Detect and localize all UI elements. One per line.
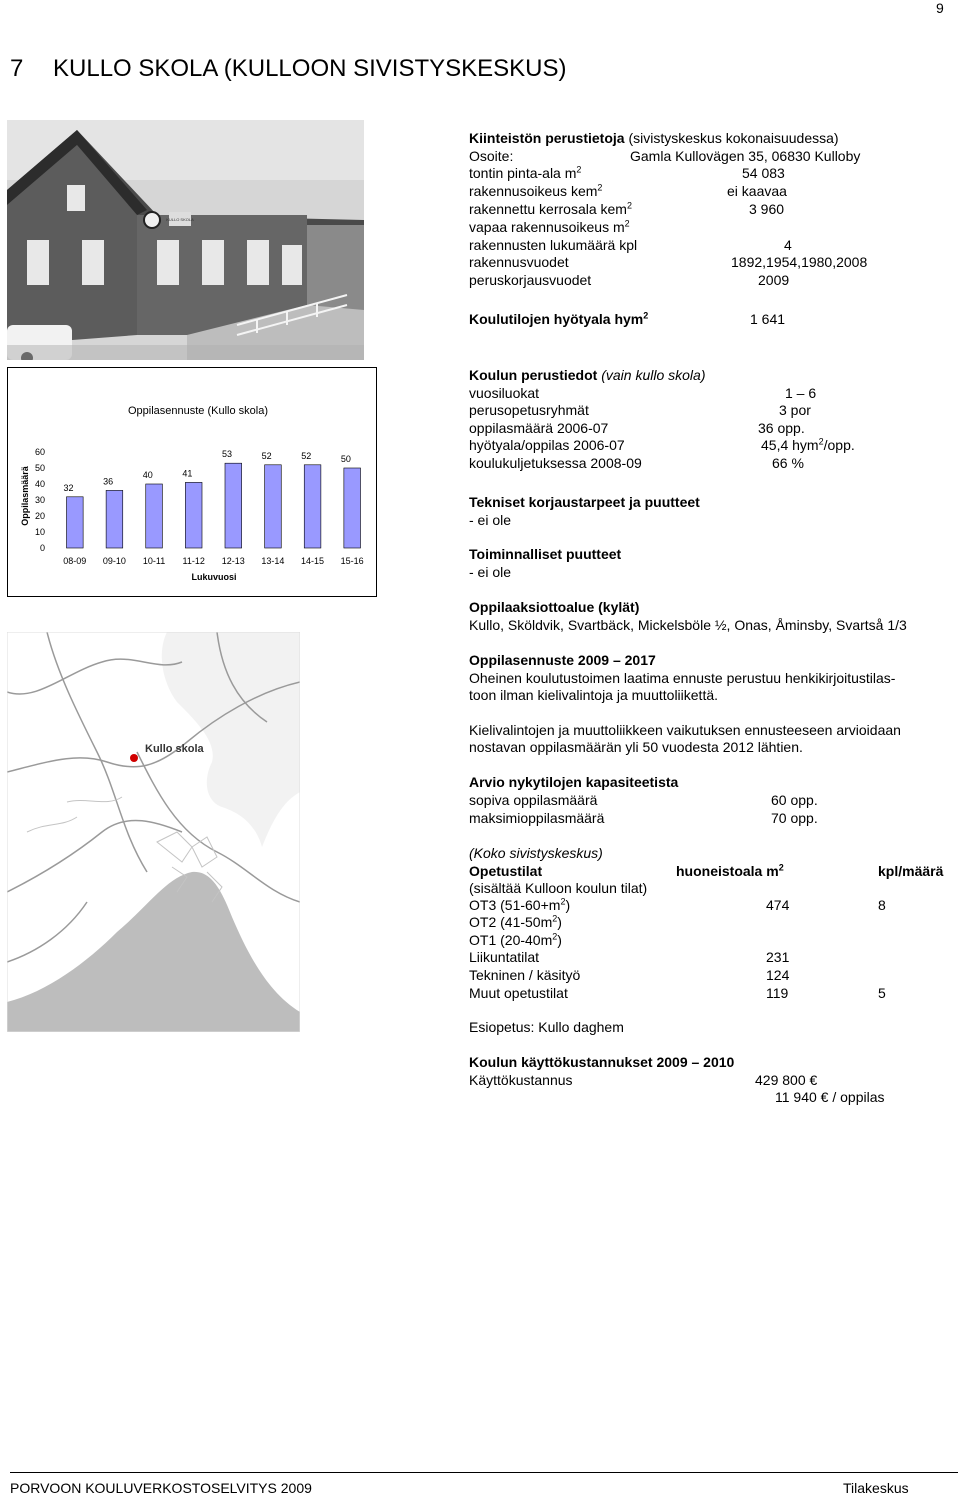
renovation-years-label: peruskorjausvuodet	[469, 272, 592, 288]
chart-x-tick-label: 09-10	[102, 556, 126, 566]
capacity-label: maksimioppilasmäärä	[469, 810, 605, 826]
chart-data-label: 50	[340, 454, 351, 464]
property-title-note: (sivistyskeskus kokonaisuudessa)	[628, 130, 839, 146]
built-label: rakennettu kerrosala kem$^2$	[469, 200, 632, 217]
school-row-value: 36 opp.	[758, 420, 805, 436]
spaces-row-area: 474	[766, 897, 790, 913]
chart-x-tick-label: 13-14	[261, 556, 285, 566]
chart-data-label: 53	[221, 449, 232, 460]
address-label: Osoite:	[469, 148, 514, 164]
spaces-row-label: OT3 $(51-60+m^2)$	[469, 896, 571, 913]
chart-y-tick-label: 40	[34, 479, 45, 489]
forecast-title: Oppilasennuste 2009 – 2017	[469, 652, 656, 668]
location-map	[7, 632, 300, 1032]
capacity-title: Arvio nykytilojen kapasiteetista	[469, 774, 679, 790]
chart-y-tick-label: 20	[34, 511, 45, 521]
chart-data-label: 41	[182, 468, 193, 479]
section-number: 7	[10, 55, 24, 82]
chart-bar	[66, 497, 83, 548]
costs-title: Koulun käyttökustannukset 2009 – 2010	[469, 1054, 735, 1070]
build-years-label: rakennusvuodet	[469, 254, 569, 270]
school-row-label: hyötyala/oppilas 2006-07	[469, 437, 625, 453]
school-row-label: oppilasmäärä 2006-07	[469, 420, 609, 436]
spaces-row-label: OT1 $(20-40m^2)$	[469, 931, 562, 948]
spaces-col-header: Opetustilat	[469, 863, 543, 879]
chart-x-tick-label: 14-15	[301, 556, 325, 566]
rights-label: rakennusoikeus kem$^2$	[469, 182, 603, 199]
spaces-col-header: kpl/määrä	[878, 863, 944, 879]
plot-label: tontin pinta-ala $m^2$	[469, 164, 582, 181]
chart-bar	[304, 465, 321, 548]
school-row-value: 1 – 6	[785, 385, 817, 401]
spaces-row-label: Muut opetustilat	[469, 985, 568, 1001]
chart-y-tick-label: 50	[34, 463, 45, 473]
districts-title: Oppilaaksiottoalue (kylät)	[469, 599, 640, 615]
chart-y-axis-label: Oppilasmäärä	[20, 466, 30, 526]
build-years-value: 1892,1954,1980,2008	[731, 254, 868, 270]
chart-data-label: 32	[63, 482, 74, 493]
footer-right: Tilakeskus	[843, 1480, 909, 1496]
spaces-row-label: Tekninen / käsityö	[469, 967, 581, 983]
school-row-value: 45,4 hym$^2$/opp.	[761, 436, 855, 453]
rights-value: ei kaavaa	[727, 183, 787, 199]
spaces-row-count: 8	[878, 897, 886, 913]
chart-x-tick-label: 11-12	[182, 556, 205, 566]
chart-bar	[146, 484, 163, 548]
school-row-label: perusopetusryhmät	[469, 402, 589, 418]
enrollment-forecast-chart	[7, 367, 377, 597]
school-row-value: 3 por	[779, 402, 811, 418]
chart-title: Oppilasennuste (Kullo skola)	[127, 405, 269, 417]
area-value: 1 641	[750, 311, 786, 327]
chart-x-tick-label: 15-16	[340, 556, 364, 566]
chart-x-tick-label: 10-11	[142, 556, 166, 566]
school-row-label: vuosiluokat	[469, 385, 540, 401]
chart-y-tick-label: 10	[34, 527, 45, 537]
school-title-row	[469, 367, 705, 384]
forecast-line: toon ilman kielivalintoja ja muuttoliikettä.	[469, 687, 719, 703]
chart-y-tick-label: 30	[34, 495, 45, 505]
page-title: KULLO SKOLA (KULLOON SIVISTYSKESKUS)	[53, 55, 567, 82]
property-title: Kiinteistön perustietoja	[469, 130, 625, 146]
spaces-row-label: Liikuntatilat	[469, 949, 540, 965]
functional-title: Toiminnalliset puutteet	[469, 546, 622, 562]
spaces-row-count: 5	[878, 985, 886, 1001]
forecast-line: nostavan oppilasmäärän yli 50 vuodesta 2012 lähtien.	[469, 739, 803, 755]
map-label: Kullo skola	[145, 743, 204, 755]
built-value: 3 960	[749, 201, 785, 217]
chart-bar	[265, 465, 282, 548]
chart-canvas	[8, 368, 376, 596]
chart-x-tick-label: 08-09	[63, 556, 87, 566]
repairs-title: Tekniset korjaustarpeet ja puutteet	[469, 494, 700, 510]
chart-bar	[225, 463, 242, 548]
spaces-row-label: OT2 $(41-50m^2)$	[469, 913, 562, 930]
chart-x-axis-label: Lukuvuosi	[191, 572, 237, 582]
school-location-marker	[130, 754, 138, 762]
spaces-row-area: 231	[766, 949, 790, 965]
renovation-years-value: 2009	[758, 272, 790, 288]
building-count-label: rakennusten lukumäärä kpl	[469, 237, 638, 253]
building-count-value: 4	[784, 237, 792, 253]
footer-rule	[10, 1472, 958, 1473]
chart-bar	[344, 468, 361, 548]
capacity-value: 60 opp.	[771, 792, 818, 808]
forecast-line: Oheinen koulutustoimen laatima ennuste perustuu henkikirjoitustilas-	[469, 670, 896, 686]
spaces-note: (Koko sivistyskeskus)	[469, 845, 603, 861]
school-title-note: (vain kullo skola)	[601, 367, 706, 383]
spaces-subnote: (sisältää Kulloon koulun tilat)	[469, 880, 648, 896]
costs-value: 429 800 €	[755, 1072, 818, 1088]
property-title-row	[469, 130, 839, 147]
plot-value: 54 083	[742, 165, 785, 181]
school-title: Koulun perustiedot	[469, 367, 598, 383]
chart-data-label: 52	[261, 450, 272, 461]
footer-left: PORVOON KOULUVERKOSTOSELVITYS 2009	[10, 1480, 312, 1496]
capacity-label: sopiva oppilasmäärä	[469, 792, 598, 808]
preschool-text: Esiopetus: Kullo daghem	[469, 1019, 624, 1035]
area-label: Koulutilojen hyötyala hym$^2$	[469, 310, 649, 327]
chart-data-label: 40	[142, 470, 153, 480]
forecast-line: Kielivalintojen ja muuttoliikkeen vaikutuksen ennusteeseen arvioidaan	[469, 722, 901, 738]
spaces-row-area: 124	[766, 967, 790, 983]
capacity-value: 70 opp.	[771, 810, 818, 826]
chart-data-label: 36	[103, 476, 114, 487]
chart-y-tick-label: 60	[34, 447, 45, 457]
repairs-text: - ei ole	[469, 512, 512, 528]
chart-bar	[106, 490, 123, 548]
page-number: 9	[936, 0, 944, 16]
school-row-value: 66 %	[772, 455, 804, 471]
costs-label: Käyttökustannus	[469, 1072, 573, 1088]
chart-bar	[185, 482, 202, 548]
school-building-photo	[7, 120, 364, 360]
chart-y-tick-label: 0	[39, 543, 45, 553]
costs-per-pupil: 11 940 € / oppilas	[775, 1089, 885, 1105]
school-row-label: koulukuljetuksessa 2008-09	[469, 455, 642, 471]
spaces-row-area: 119	[766, 985, 789, 1001]
free-rights-label: vapaa rakennusoikeus $m^2$	[469, 218, 630, 235]
functional-text: - ei ole	[469, 564, 512, 580]
chart-data-label: 52	[301, 450, 312, 461]
address-value: Gamla Kullovägen 35, 06830 Kulloby	[630, 148, 861, 164]
svg-text:KULLO SKOLA: KULLO SKOLA	[166, 217, 194, 222]
spaces-col-header: huoneistoala $m^2$	[676, 862, 784, 879]
districts-text: Kullo, Sköldvik, Svartbäck, Mickelsböle ½, Onas, Åminsby, Svartså 1/3	[469, 617, 907, 633]
chart-x-tick-label: 12-13	[221, 556, 245, 566]
